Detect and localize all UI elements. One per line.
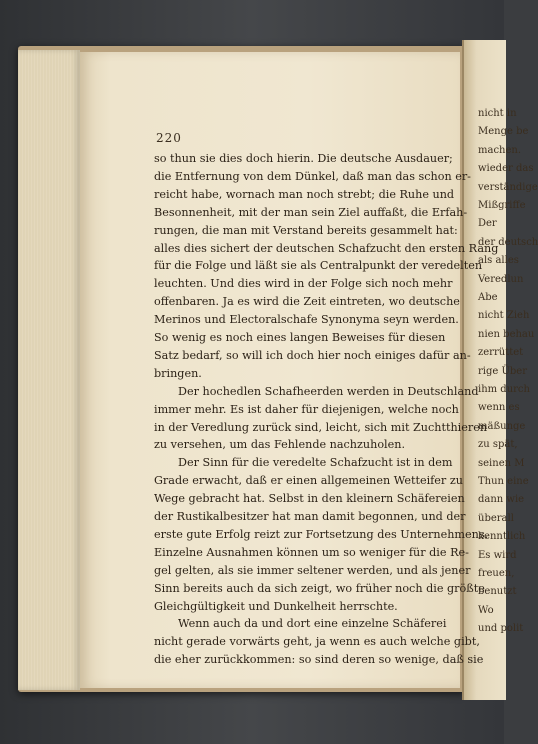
text-line: die Entfernung von dem Dünkel, daß man das schon er- [154, 169, 471, 183]
text-line: So wenig es noch eines langen Beweises für diesen [154, 331, 446, 344]
right-page-line: rige Über [478, 365, 528, 377]
right-page-line: seinen M [478, 457, 525, 469]
right-page-line: und polit [478, 623, 524, 635]
text-line: Gleichgültigkeit und Dunkelheit herrschte. [154, 599, 398, 613]
text-line: Sinn bereits auch da sich zeigt, wo früher noch die größte [154, 581, 485, 595]
right-page-line: kenntlich [478, 531, 526, 543]
text-line: offenbaren. Ja es wird die Zeit eintreten, wo deutsche [154, 295, 460, 309]
right-page-line: Wo [478, 604, 494, 616]
right-page-line: nicht in [478, 108, 517, 119]
text-line: Grade erwacht, daß er einen allgemeinen Wetteifer zu [154, 474, 463, 488]
text-line: Der Sinn für die veredelte Schafzucht ist in dem [178, 456, 453, 470]
text-line: in der Veredlung zurück sind, leicht, sich mit Zuchtthieren [154, 420, 488, 434]
text-line: bringen. [154, 366, 202, 380]
right-page-line: Der [478, 218, 497, 230]
text-line: leuchten. Und dies wird in der Folge sich noch mehr [154, 277, 453, 291]
right-page-line: Menge be [478, 126, 529, 138]
text-line: Wege gebracht hat. Selbst in den kleinern Schäfereien [154, 492, 465, 506]
text-line: reicht habe, wornach man noch strebt; die Ruhe und [154, 187, 455, 201]
right-page-line: überall [478, 512, 514, 524]
right-page-line: machen. [478, 144, 522, 156]
text-line: rungen, die man mit Verstand bereits gesammelt hat: [154, 223, 458, 237]
text-line: Einzelne Ausnahmen können um so weniger für die Re- [154, 545, 469, 559]
page-number: 220 [156, 131, 182, 145]
right-page-line: Veredlun [478, 273, 524, 285]
right-page-line: zerrüttet [478, 347, 524, 359]
text-line: erste gute Erfolg reizt zur Fortsetzung des Unternehmens. [154, 527, 489, 541]
right-page-line: mäßunge [478, 420, 526, 432]
right-page-line: freuen, [478, 568, 515, 579]
text-line: immer mehr. Es ist daher für diejenigen, welche noch [154, 402, 459, 416]
right-page-line: wieder das [478, 163, 534, 175]
text-line: zu versehen, um das Fehlende nachzuholen. [154, 438, 406, 452]
text-line: für die Folge und läßt sie als Centralpunkt der veredelten [154, 259, 483, 273]
right-page-line: wenn es [478, 402, 520, 414]
right-page-line: Es wird [478, 549, 517, 561]
right-page-line: Abe [478, 292, 498, 303]
text-line: der Rustikalbesitzer hat man damit begonnen, und der [154, 510, 466, 523]
right-page-line: als alles [478, 255, 519, 267]
text-line: Satz bedarf, so will ich doch hier noch einiges dafür an- [154, 348, 471, 362]
text-line: Wenn auch da und dort eine einzelne Schäferei [178, 617, 447, 631]
right-page-line: Mißgriffe [478, 200, 526, 211]
right-page-line: nien behau [478, 328, 535, 340]
text-line: die eher zurückkommen: so sind deren so wenige, daß sie [154, 653, 484, 667]
text-line: nicht gerade vorwärts geht, ja wenn es auch welche gibt, [154, 635, 480, 649]
right-page-line: der deutsch [478, 236, 538, 248]
text-line: Der hochedlen Schafheerden werden in Deutschland [178, 384, 479, 398]
right-page-line: nicht Zieh [478, 310, 530, 322]
text-line: Merinos und Electoralschafe Synonyma seyn werden. [154, 313, 459, 327]
right-page-line: Thun eine [478, 476, 529, 487]
right-page-line: zu spät, [478, 439, 518, 451]
text-line: gel gelten, als sie immer seltener werden, und als jener [154, 563, 471, 577]
right-page-line: dann wie [478, 494, 525, 506]
text-line: alles dies sichert der deutschen Schafzucht den ersten Rang [154, 241, 499, 255]
text-line: Besonnenheit, mit der man sein Ziel auffaßt, die Erfah- [154, 205, 468, 219]
right-page-line: verständige [478, 181, 538, 193]
right-page-line: benutzt [478, 586, 517, 598]
right-page-line: ihm durch [478, 384, 530, 395]
text-line: so thun sie dies doch hierin. Die deutsche Ausdauer; [154, 152, 453, 165]
